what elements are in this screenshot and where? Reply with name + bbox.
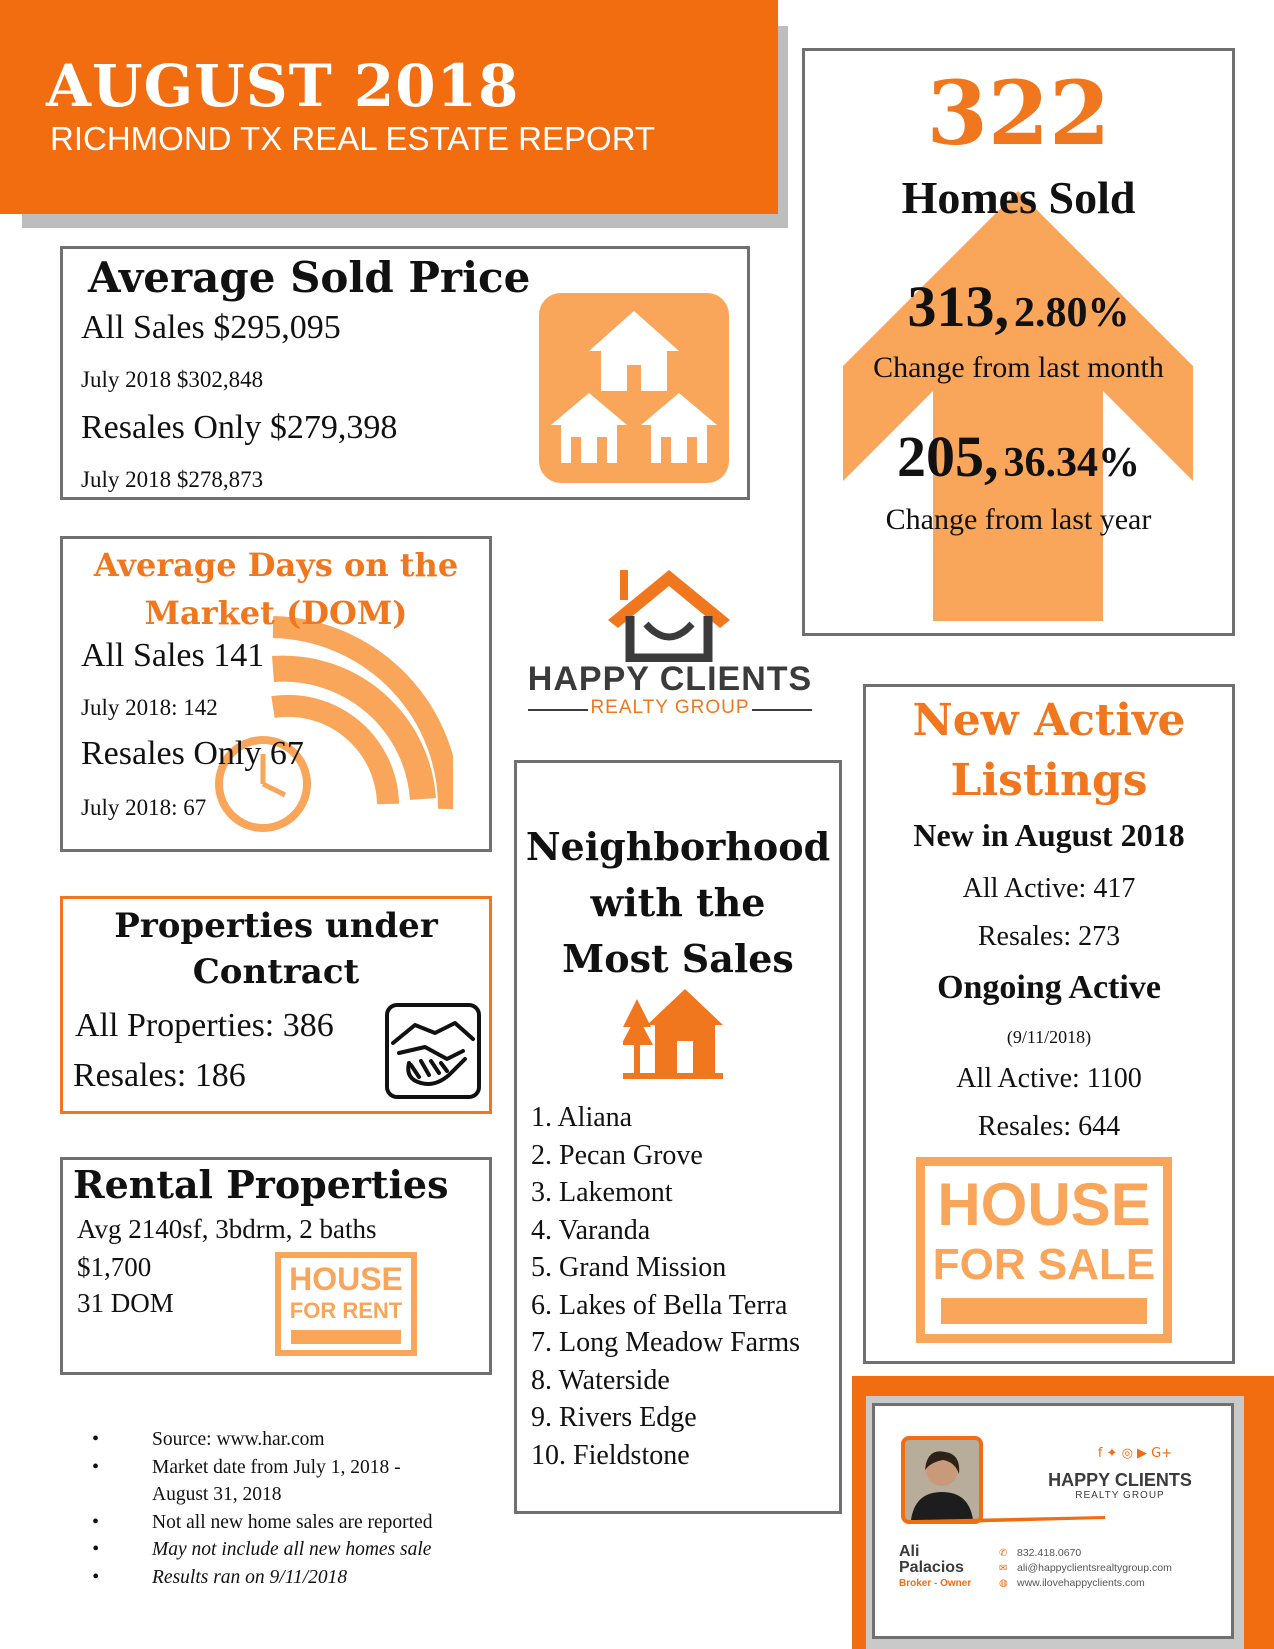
- days-on-market-panel: [60, 536, 492, 852]
- rental-panel: [60, 1157, 492, 1375]
- under-contract-panel: [60, 896, 492, 1114]
- neighborhood-list: [531, 1099, 800, 1474]
- report-subtitle: RICHMOND TX REAL ESTATE REPORT: [50, 120, 656, 157]
- resales-price: Resales Only $279,398: [81, 409, 398, 446]
- logo-name: HAPPY CLIENTS: [527, 660, 813, 698]
- contract-title: [63, 903, 489, 995]
- list-item: 1. Aliana: [531, 1102, 633, 1133]
- neighborhood-title-line3: Most Sales: [562, 936, 794, 981]
- footnote-date-range-cont: August 31, 2018: [152, 1484, 282, 1505]
- dom-all-sales: All Sales 141: [81, 637, 265, 674]
- dom-resales: Resales Only 67: [81, 735, 304, 772]
- card-contact: [1017, 1546, 1172, 1591]
- house-for-rent-sign: [275, 1252, 417, 1356]
- new-all-active: All Active: 417: [962, 873, 1136, 904]
- footnotes: [92, 1426, 432, 1591]
- month-change-pct: 2.80%: [1014, 290, 1130, 336]
- list-item: 10. Fieldstone: [531, 1439, 690, 1471]
- card-brand: HAPPY CLIENTS: [1048, 1470, 1192, 1490]
- footnote-not-all: • Not all new home sales are reported: [92, 1509, 432, 1537]
- globe-icon: ◍: [999, 1578, 1008, 1589]
- homes-sold-count: 322: [926, 61, 1111, 165]
- homes-sold-label: Homes Sold: [901, 172, 1136, 223]
- month-change-caption: Change from last month: [873, 351, 1164, 384]
- new-resales: Resales: 273: [977, 921, 1121, 952]
- card-contact-icons: [999, 1546, 1008, 1591]
- mail-icon: ✉: [999, 1563, 1008, 1574]
- footnote-source: • Source: www.har.com: [92, 1426, 432, 1454]
- neighborhood-title: [517, 819, 839, 987]
- avatar-photo-icon: [905, 1440, 979, 1520]
- avg-sold-price-title: Average Sold Price: [88, 253, 531, 302]
- avatar: [901, 1436, 983, 1524]
- neighborhood-title-line2: with the: [590, 880, 766, 925]
- contract-all: All Properties: 386: [75, 1007, 334, 1044]
- year-change-pct: 36.34%: [1003, 440, 1141, 486]
- list-item: 8. Waterside: [531, 1364, 670, 1396]
- rent-sign-top: HOUSE: [289, 1261, 403, 1297]
- active-listings-panel: [863, 684, 1235, 1364]
- footnote-results-date: • Results ran on 9/11/2018: [92, 1564, 432, 1592]
- card-email[interactable]: ali@happyclientsrealtygroup.com: [1017, 1562, 1172, 1574]
- list-item: 6. Lakes of Bella Terra: [531, 1289, 788, 1321]
- ongoing-all-active: All Active: 1100: [956, 1063, 1142, 1094]
- list-item: 9. Rivers Edge: [531, 1402, 697, 1433]
- footnote-date-range: • Market date from July 1, 2018 -: [92, 1454, 432, 1482]
- active-title-line2: Listings: [950, 755, 1148, 806]
- logo-subname: REALTY GROUP: [590, 697, 750, 718]
- logo-rule-left: [528, 709, 588, 711]
- card-website[interactable]: www.ilovehappyclients.com: [1017, 1577, 1145, 1589]
- house-tree-icon: [623, 989, 723, 1079]
- list-item: 5. Grand Mission: [531, 1252, 727, 1283]
- sale-sign-bottom: FOR SALE: [932, 1240, 1156, 1289]
- neighborhood-panel: [514, 760, 842, 1514]
- list-item: 4. Varanda: [531, 1214, 651, 1246]
- list-item: 3. Lakemont: [531, 1177, 673, 1208]
- phone-icon: ✆: [999, 1548, 1008, 1559]
- active-title-line1: New Active: [912, 695, 1186, 746]
- card-phone[interactable]: 832.418.0670: [1017, 1547, 1082, 1559]
- business-card: [872, 1403, 1234, 1639]
- social-icons[interactable]: f ✦ ◎ ▶ G+: [1097, 1446, 1173, 1461]
- year-change: [805, 423, 1232, 490]
- house-for-sale-sign: [916, 1157, 1172, 1343]
- sale-sign-bar: [941, 1298, 1147, 1324]
- logo-rule-right: [752, 709, 812, 711]
- month-change-value: 313,: [907, 274, 1009, 339]
- ongoing-heading: Ongoing Active: [937, 969, 1161, 1006]
- contract-title-line1: Properties under: [114, 906, 438, 946]
- rental-specs: Avg 2140sf, 3bdrm, 2 baths: [77, 1214, 377, 1244]
- list-item: 2. Pecan Grove: [531, 1139, 703, 1171]
- ongoing-date: (9/11/2018): [1006, 1027, 1092, 1047]
- year-change-value: 205,: [896, 424, 999, 489]
- sale-sign-top: HOUSE: [937, 1171, 1151, 1238]
- all-sales-prev-price: July 2018 $302,848: [81, 367, 264, 392]
- avg-sold-price-panel: [60, 246, 750, 500]
- list-item: 7. Long Meadow Farms: [531, 1327, 801, 1358]
- active-listings-title: [866, 691, 1232, 811]
- rent-sign-bottom: FOR RENT: [289, 1298, 403, 1323]
- card-first-name: Ali: [899, 1543, 920, 1560]
- new-heading: New in August 2018: [913, 817, 1185, 853]
- rental-title: Rental Properties: [73, 1162, 449, 1207]
- dom-title-line1: Average Days on the: [93, 546, 459, 584]
- card-divider-swoosh: [915, 1516, 1105, 1526]
- houses-icon: [539, 293, 729, 483]
- dom-title-line2: Market (DOM): [144, 594, 408, 632]
- homes-sold-panel: [802, 48, 1235, 636]
- rent-sign-bar: [291, 1330, 401, 1344]
- month-change: [805, 273, 1232, 340]
- ongoing-resales: Resales: 644: [977, 1111, 1121, 1142]
- logo-house-icon: [604, 566, 734, 662]
- dom-resales-prev: July 2018: 67: [81, 795, 207, 820]
- dom-all-sales-prev: July 2018: 142: [81, 695, 218, 720]
- card-last-name: Palacios: [899, 1559, 964, 1576]
- contract-resales: Resales: 186: [73, 1057, 246, 1094]
- year-change-caption: Change from last year: [885, 503, 1152, 536]
- report-title: AUGUST 2018: [46, 52, 520, 120]
- rental-dom: 31 DOM: [77, 1288, 174, 1318]
- contract-title-line2: Contract: [192, 952, 360, 992]
- card-brand-sub: REALTY GROUP: [1075, 1490, 1165, 1501]
- up-arrow-icon: [843, 191, 1193, 631]
- handshake-icon: [385, 1003, 481, 1099]
- neighborhood-title-line1: Neighborhood: [525, 824, 831, 869]
- card-role: Broker - Owner: [899, 1578, 972, 1589]
- rental-price: $1,700: [77, 1252, 152, 1282]
- resales-prev-price: July 2018 $278,873: [81, 467, 264, 492]
- company-logo: [520, 560, 820, 720]
- dom-title: [63, 541, 489, 637]
- all-sales-price: All Sales $295,095: [81, 309, 341, 346]
- footnote-new-homes: • May not include all new homes sale: [92, 1536, 432, 1564]
